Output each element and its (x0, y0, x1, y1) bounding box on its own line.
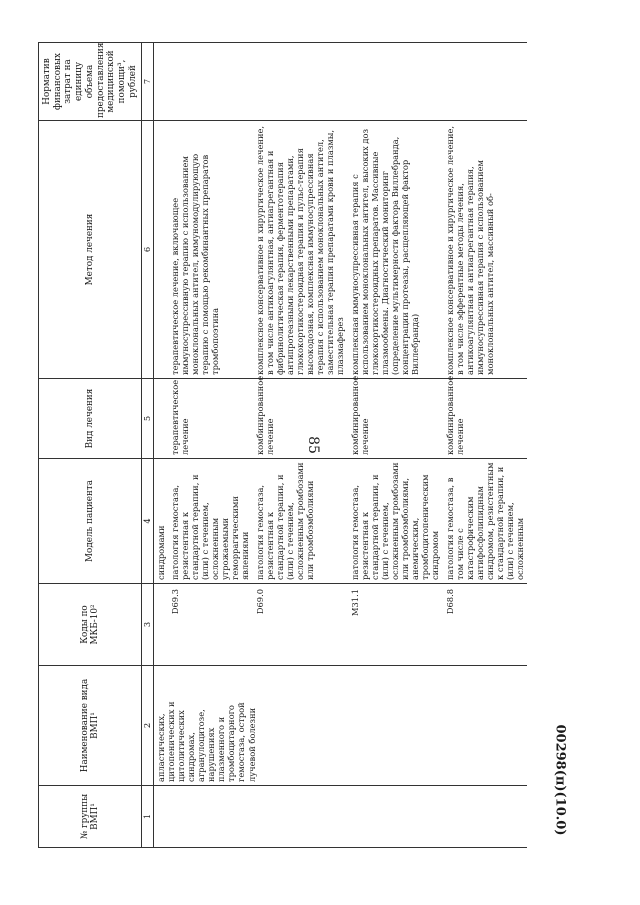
icd-code-cell: D69.0 (253, 584, 348, 666)
column-number: 7 (142, 43, 153, 121)
treatment-method-cell (153, 121, 168, 379)
column-number: 6 (142, 121, 153, 379)
page-number: 85 (305, 436, 321, 454)
vmp-name-cell: апластических, цитопенических и цитолитических синдромах, агранулоцитозе, нарушениях плазменного и тромбоцитарного гемостаза, острой лучевой болезни (153, 666, 527, 786)
icd-code-cell (153, 584, 168, 666)
treatment-method-cell: комплексное консервативное и хирургическое лечение, в том числе антикоагулянтная, антиагрегантная и фибринолитическая терапия, ферментотерапия антипротеазными лекарственными препаратами, глюкокортикостероидная терапия и пульс-терапия высокодозная, комплексная иммуносупрессивная терапия с использованием моноклональных антител, заместительная терапия препаратами крови и плазмы, плазмаферез (253, 121, 348, 379)
patient-model-cell: патология гемостаза, резистентная к стандартной терапии, и (или) с течением, осложненным тромбозами или тромбоэмболиями, анемическим, тромбоцитопеническим синдромом (348, 459, 443, 584)
treatment-type-cell: комбинированное лечение (348, 379, 443, 459)
header-icd-codes: Коды по МКБ-10² (39, 584, 142, 666)
vmp-table (38, 42, 527, 848)
treatment-type-cell: терапевтическое лечение (168, 379, 253, 459)
header-patient-model: Модель пациента (39, 459, 142, 584)
treatment-type-cell: комбинированное лечение (443, 379, 528, 459)
document-code: 00298(п)(10.0) (552, 724, 568, 836)
patient-model-cell: патология гемостаза, резистентная к стандартной терапии, и (или) с течением, осложненным тромбозами или тромбоэмболиями (253, 459, 348, 584)
column-number-row (142, 43, 153, 848)
icd-code-cell: D69.3 (168, 584, 253, 666)
treatment-method-cell: комплексная иммуносупрессивная терапия с использованием моноклональных антител, высоких доз глюкокортикостероидных препаратов. Массивные плазмообмены. Диагностический мониторинг (определение мультимерности фактора Виллебранда, концентрации протеазы, расщепляющей фактор Виллебранда) (348, 121, 443, 379)
treatment-method-cell: терапевтическое лечение, включающее иммуносупрессивную терапию с использованием моноклональных антител, иммуномодулирующую терапию с помощью рекомбинантных препаратов тромбопоэтина (168, 121, 253, 379)
header-vmp-name: Наименование вида ВМП¹ (39, 666, 142, 786)
icd-code-cell: M31.1 (348, 584, 443, 666)
patient-model-cell: патология гемостаза, резистентная к стандартной терапии, и (или) с течением, осложненным угрожаемыми геморрагическими явлениями (168, 459, 253, 584)
column-number: 4 (142, 459, 153, 584)
column-number: 1 (142, 786, 153, 848)
header-treatment-method: Метод лечения (39, 121, 142, 379)
cost-standard-cell (153, 43, 527, 121)
column-number: 3 (142, 584, 153, 666)
header-treatment-type: Вид лечения (39, 379, 142, 459)
column-number: 5 (142, 379, 153, 459)
header-cost-standard: Норматив финансовых затрат на единицу объема предоставления медицинской помощи³, рублей (39, 43, 142, 121)
treatment-type-cell (153, 379, 168, 459)
treatment-type-cell: комбинированное лечение (253, 379, 348, 459)
column-number: 2 (142, 666, 153, 786)
rotated-table-page (38, 43, 558, 848)
treatment-method-cell: комплексное консервативное и хирургическое лечение, в том числе эфферентные методы лечения, антикоагулянтная и антиагрегантная терапия, иммуносупрессивная терапия с использованием моноклональных антител, массивный об- (443, 121, 528, 379)
header-group-number: № группы ВМП¹ (39, 786, 142, 848)
continuation-row (153, 43, 168, 848)
group-number-cell (153, 786, 527, 848)
patient-model-cell: патология гемостаза, в том числе с катастрофическим антифосфолипидным синдромом, резистентным к стандартной терапии, и (или) с течением, осложненным (443, 459, 528, 584)
icd-code-cell: D68.8 (443, 584, 528, 666)
patient-model-cell: синдромами (153, 459, 168, 584)
header-row (39, 43, 142, 848)
